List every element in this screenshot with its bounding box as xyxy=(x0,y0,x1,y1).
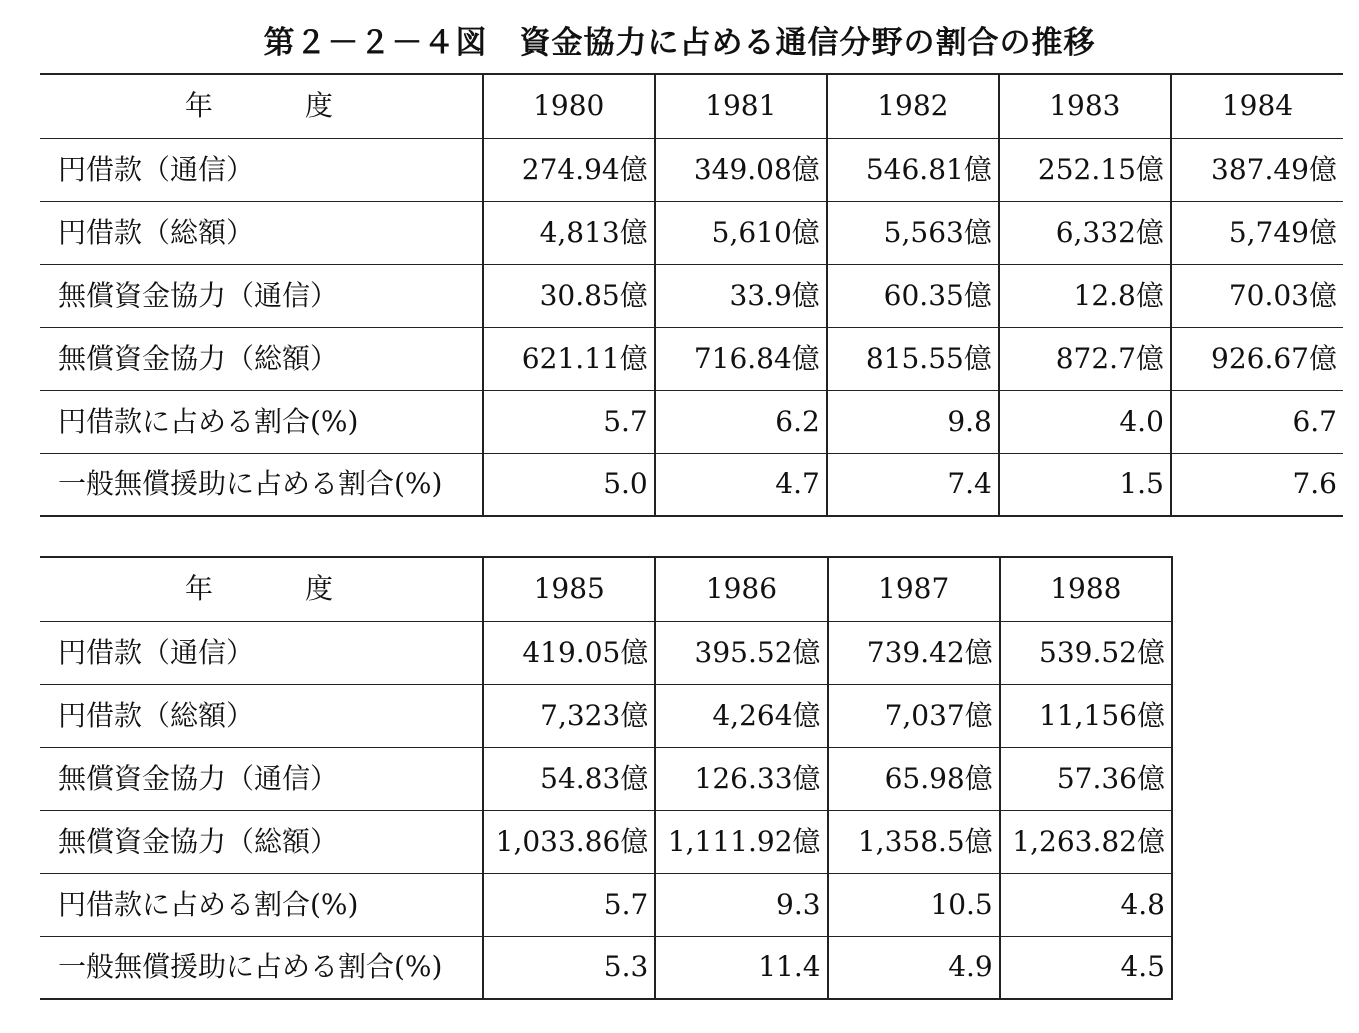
data-cell: 5,563億 xyxy=(827,201,999,264)
table-row xyxy=(40,873,1172,936)
data-cell: 274.94億 xyxy=(483,138,655,201)
year-cell: 1986 xyxy=(655,557,827,621)
data-cell: 5.7 xyxy=(483,873,655,936)
data-cell: 4.0 xyxy=(999,390,1171,453)
table-row xyxy=(40,621,1172,684)
data-cell: 419.05億 xyxy=(483,621,655,684)
data-cell: 739.42億 xyxy=(828,621,1000,684)
data-cell: 349.08億 xyxy=(655,138,827,201)
table-row xyxy=(40,264,1343,327)
row-label: 円借款（総額） xyxy=(40,201,483,264)
table-header-row xyxy=(40,557,1172,621)
year-header-cell xyxy=(40,557,483,621)
data-cell: 54.83億 xyxy=(483,747,655,810)
row-label: 無償資金協力（通信） xyxy=(40,264,483,327)
table-row xyxy=(40,201,1343,264)
year-cell: 1988 xyxy=(1000,557,1172,621)
row-label: 一般無償援助に占める割合(%) xyxy=(40,936,483,999)
data-cell: 1.5 xyxy=(999,453,1171,516)
table-row xyxy=(40,810,1172,873)
data-cell: 621.11億 xyxy=(483,327,655,390)
row-label: 円借款に占める割合(%) xyxy=(40,390,483,453)
row-label: 無償資金協力（総額） xyxy=(40,327,483,390)
data-cell: 33.9億 xyxy=(655,264,827,327)
table-row xyxy=(40,138,1343,201)
data-table-1985-1988 xyxy=(40,556,1173,1000)
row-label: 円借款（通信） xyxy=(40,621,483,684)
data-cell: 4.7 xyxy=(655,453,827,516)
data-cell: 6.7 xyxy=(1171,390,1343,453)
data-cell: 1,263.82億 xyxy=(1000,810,1172,873)
year-cell: 1982 xyxy=(827,74,999,138)
data-cell: 387.49億 xyxy=(1171,138,1343,201)
year-cell: 1981 xyxy=(655,74,827,138)
data-cell: 716.84億 xyxy=(655,327,827,390)
data-cell: 395.52億 xyxy=(655,621,827,684)
data-cell: 11,156億 xyxy=(1000,684,1172,747)
table-row xyxy=(40,747,1172,810)
data-cell: 57.36億 xyxy=(1000,747,1172,810)
table-row xyxy=(40,936,1172,999)
data-cell: 539.52億 xyxy=(1000,621,1172,684)
data-cell: 5.7 xyxy=(483,390,655,453)
table-row xyxy=(40,327,1343,390)
row-label: 円借款（総額） xyxy=(40,684,483,747)
table-row xyxy=(40,390,1343,453)
year-cell: 1980 xyxy=(483,74,655,138)
data-cell: 5,749億 xyxy=(1171,201,1343,264)
data-cell: 6.2 xyxy=(655,390,827,453)
data-cell: 5,610億 xyxy=(655,201,827,264)
data-cell: 4,813億 xyxy=(483,201,655,264)
table-header-row xyxy=(40,74,1343,138)
year-header-char-2: 度 xyxy=(305,572,338,606)
year-header-cell xyxy=(40,74,483,138)
row-label: 一般無償援助に占める割合(%) xyxy=(40,453,483,516)
data-cell: 1,033.86億 xyxy=(483,810,655,873)
figure-title: 第２－２－４図 資金協力に占める通信分野の割合の推移 xyxy=(263,25,1096,61)
table-row xyxy=(40,684,1172,747)
data-cell: 9.3 xyxy=(655,873,827,936)
data-cell: 126.33億 xyxy=(655,747,827,810)
data-cell: 12.8億 xyxy=(999,264,1171,327)
data-cell: 10.5 xyxy=(828,873,1000,936)
data-cell: 546.81億 xyxy=(827,138,999,201)
data-cell: 6,332億 xyxy=(999,201,1171,264)
data-cell: 252.15億 xyxy=(999,138,1171,201)
row-label: 無償資金協力（通信） xyxy=(40,747,483,810)
year-cell: 1984 xyxy=(1171,74,1343,138)
year-cell: 1987 xyxy=(828,557,1000,621)
data-cell: 815.55億 xyxy=(827,327,999,390)
table-row xyxy=(40,453,1343,516)
year-header-char-2: 度 xyxy=(304,89,337,123)
row-label: 円借款（通信） xyxy=(40,138,483,201)
year-cell: 1983 xyxy=(999,74,1171,138)
data-cell: 7,037億 xyxy=(828,684,1000,747)
data-cell: 9.8 xyxy=(827,390,999,453)
data-cell: 5.3 xyxy=(483,936,655,999)
data-cell: 5.0 xyxy=(483,453,655,516)
data-table-1980-1984 xyxy=(40,73,1343,517)
data-cell: 7,323億 xyxy=(483,684,655,747)
data-cell: 60.35億 xyxy=(827,264,999,327)
data-cell: 4,264億 xyxy=(655,684,827,747)
data-cell: 1,111.92億 xyxy=(655,810,827,873)
data-cell: 1,358.5億 xyxy=(828,810,1000,873)
data-cell: 7.6 xyxy=(1171,453,1343,516)
row-label: 円借款に占める割合(%) xyxy=(40,873,483,936)
data-cell: 30.85億 xyxy=(483,264,655,327)
data-cell: 4.5 xyxy=(1000,936,1172,999)
data-cell: 926.67億 xyxy=(1171,327,1343,390)
data-cell: 11.4 xyxy=(655,936,827,999)
data-cell: 65.98億 xyxy=(828,747,1000,810)
year-header-char-1: 年 xyxy=(184,89,217,123)
data-cell: 4.9 xyxy=(828,936,1000,999)
data-cell: 70.03億 xyxy=(1171,264,1343,327)
year-cell: 1985 xyxy=(483,557,655,621)
year-header-char-1: 年 xyxy=(185,572,218,606)
data-cell: 4.8 xyxy=(1000,873,1172,936)
data-cell: 872.7億 xyxy=(999,327,1171,390)
row-label: 無償資金協力（総額） xyxy=(40,810,483,873)
data-cell: 7.4 xyxy=(827,453,999,516)
